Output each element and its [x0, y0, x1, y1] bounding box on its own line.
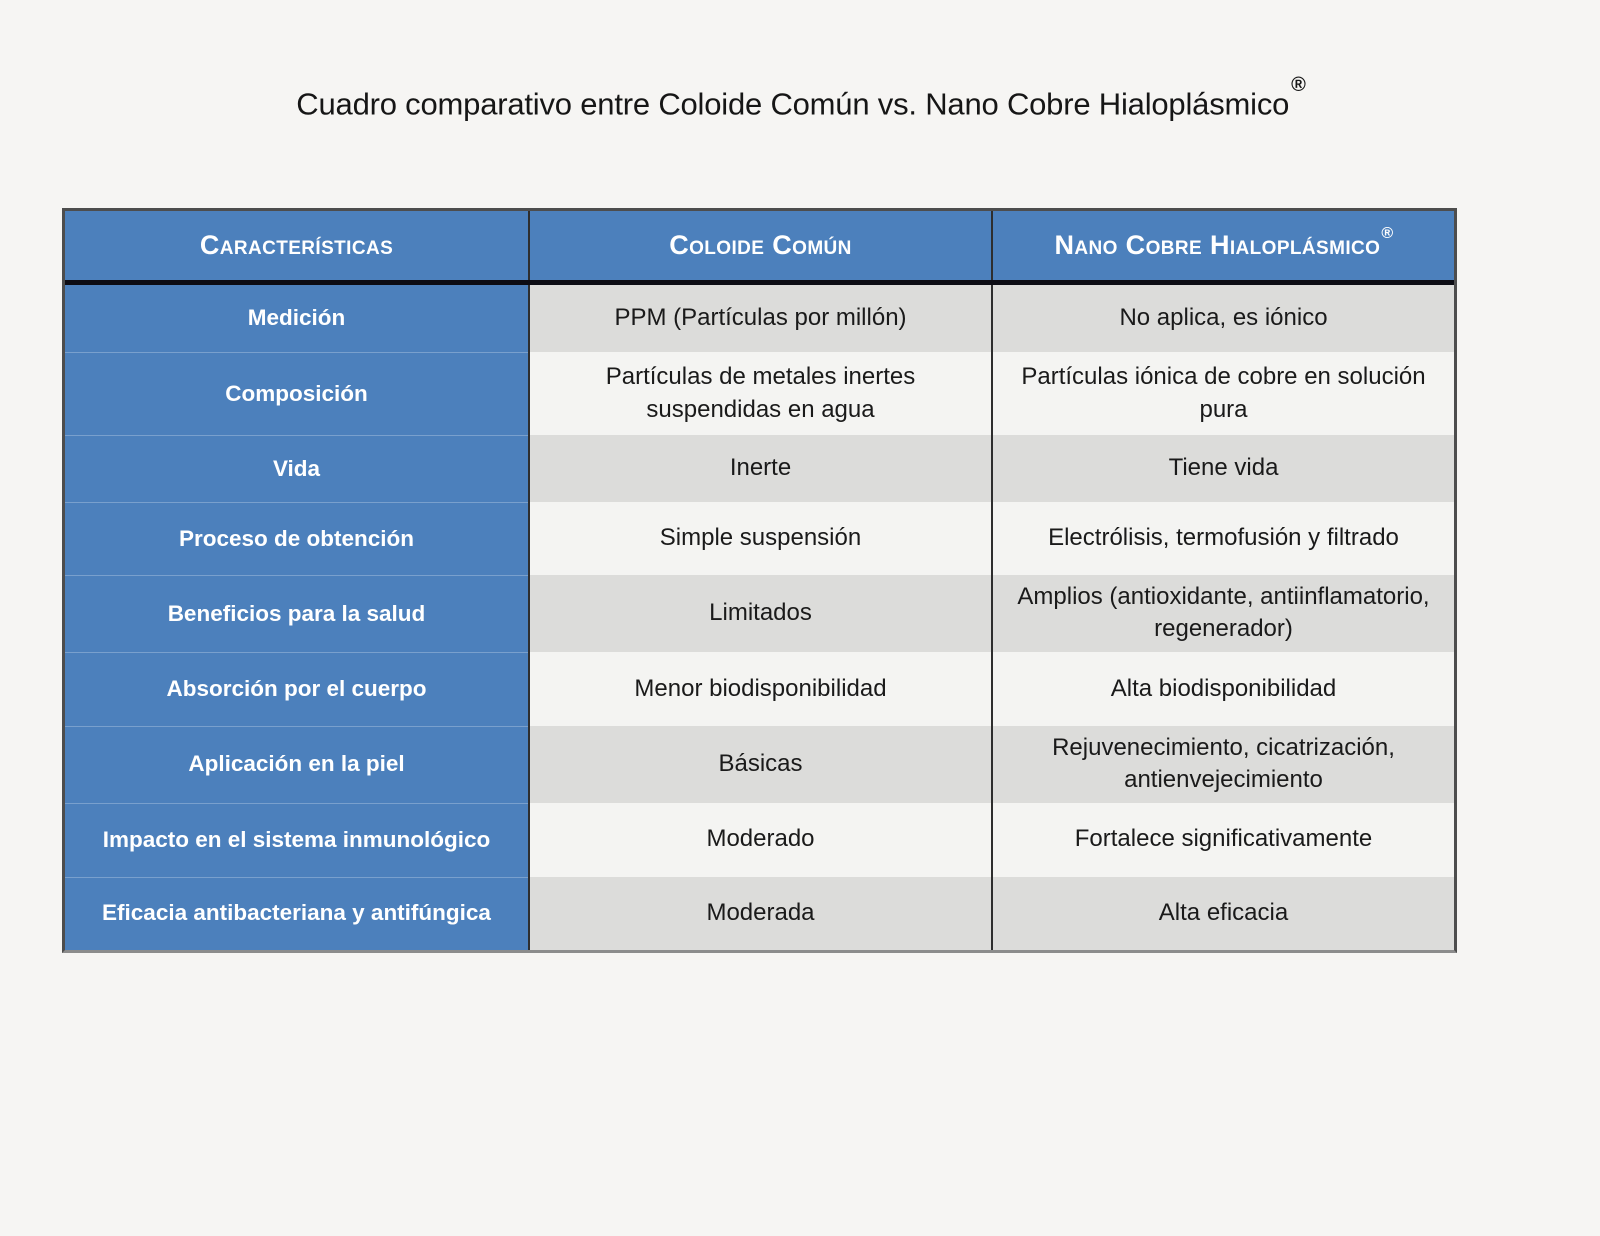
- comparison-table: [62, 208, 1457, 953]
- coloide-comun-cell: Moderada: [528, 877, 991, 950]
- table-row-absorcion-cuerpo: [65, 652, 1454, 726]
- coloide-comun-cell: PPM (Partículas por millón): [528, 285, 991, 352]
- page-title: [0, 74, 1600, 122]
- feature-cell: Proceso de obtención: [65, 502, 528, 575]
- page-title-text: Cuadro comparativo entre Coloide Común vs. Nano Cobre Hialoplásmico: [296, 86, 1290, 122]
- coloide-comun-cell: Partículas de metales inertes suspendidas en agua: [528, 352, 991, 435]
- table-row-vida: [65, 435, 1454, 502]
- header-cell-coloide-comun: [528, 211, 991, 280]
- header-label: Nano Cobre Hialoplásmico: [1054, 230, 1381, 261]
- feature-cell: Medición: [65, 285, 528, 352]
- registered-trademark-symbol: ®: [1291, 74, 1306, 96]
- feature-cell: Eficacia antibacteriana y antifúngica: [65, 877, 528, 950]
- nano-cobre-cell: Fortalece significativamente: [991, 803, 1454, 877]
- feature-cell: Aplicación en la piel: [65, 726, 528, 803]
- nano-cobre-cell: Partículas iónica de cobre en solución pura: [991, 352, 1454, 435]
- coloide-comun-cell: Menor biodisponibilidad: [528, 652, 991, 726]
- coloide-comun-cell: Limitados: [528, 575, 991, 652]
- coloide-comun-cell: Inerte: [528, 435, 991, 502]
- feature-cell: Absorción por el cuerpo: [65, 652, 528, 726]
- nano-cobre-cell: Rejuvenecimiento, cicatrización, antienvejecimiento: [991, 726, 1454, 803]
- coloide-comun-cell: Moderado: [528, 803, 991, 877]
- nano-cobre-cell: Alta eficacia: [991, 877, 1454, 950]
- header-label: Coloide Común: [669, 230, 852, 261]
- table-row-composicion: [65, 352, 1454, 435]
- nano-cobre-cell: Electrólisis, termofusión y filtrado: [991, 502, 1454, 575]
- table-row-beneficios-salud: [65, 575, 1454, 652]
- nano-cobre-cell: Tiene vida: [991, 435, 1454, 502]
- header-cell-nano-cobre-hialoplasmico: [991, 211, 1454, 280]
- table-header-row: [65, 211, 1454, 285]
- table-row-impacto-inmunologico: [65, 803, 1454, 877]
- coloide-comun-cell: Simple suspensión: [528, 502, 991, 575]
- table-body: [65, 285, 1454, 950]
- table-row-aplicacion-piel: [65, 726, 1454, 803]
- header-label: Características: [199, 230, 394, 261]
- nano-cobre-cell: No aplica, es iónico: [991, 285, 1454, 352]
- nano-cobre-cell: Amplios (antioxidante, antiinflamatorio, regenerador): [991, 575, 1454, 652]
- feature-cell: Composición: [65, 352, 528, 435]
- header-cell-caracteristicas: [65, 211, 528, 280]
- feature-cell: Impacto en el sistema inmunológico: [65, 803, 528, 877]
- table-row-medicion: [65, 285, 1454, 352]
- coloide-comun-cell: Básicas: [528, 726, 991, 803]
- feature-cell: Vida: [65, 435, 528, 502]
- table-row-eficacia-antibacteriana: [65, 877, 1454, 950]
- registered-trademark-symbol: ®: [1381, 224, 1394, 242]
- nano-cobre-cell: Alta biodisponibilidad: [991, 652, 1454, 726]
- feature-cell: Beneficios para la salud: [65, 575, 528, 652]
- table-row-proceso-de-obtencion: [65, 502, 1454, 575]
